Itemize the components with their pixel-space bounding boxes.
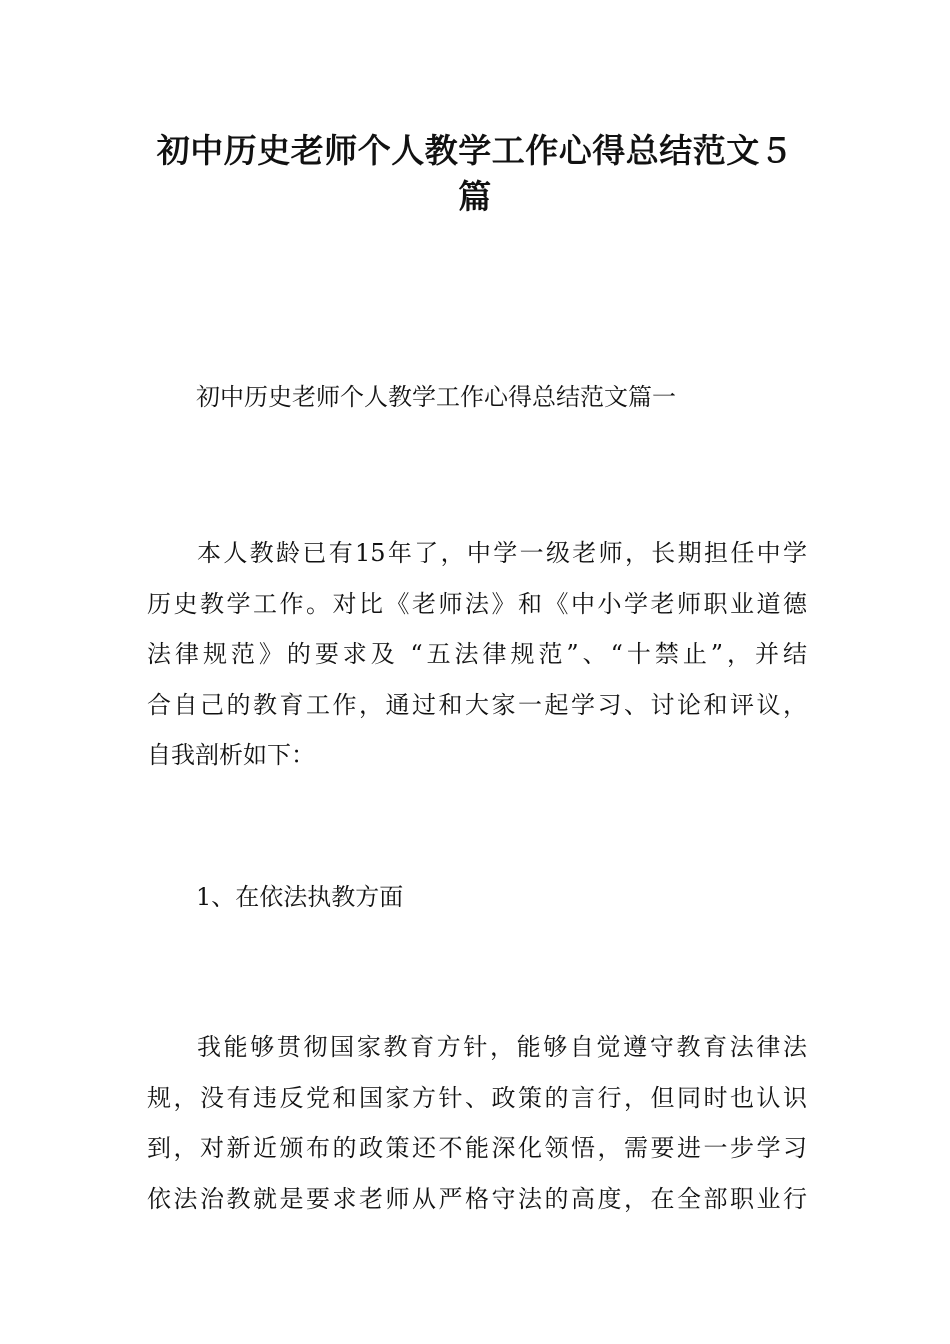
- paragraph-line: 历史教学工作。对比《老师法》和《中小学老师职业道德: [147, 589, 807, 618]
- sub-heading-law-teaching: 1、在依法执教方面: [196, 883, 404, 911]
- paragraph-self-intro: [147, 528, 807, 781]
- paragraph-line: 合自己的教育工作，通过和大家一起学习、讨论和评议，: [147, 690, 807, 719]
- paragraph-line: 依法治教就是要求老师从严格守法的高度，在全部职业行: [147, 1184, 807, 1213]
- paragraph-line: 我能够贯彻国家教育方针，能够自觉遵守教育法律法: [197, 1033, 807, 1061]
- title-line: 篇: [458, 177, 492, 216]
- paragraph-line: 本人教龄已有15年了，中学一级老师，长期担任中学: [197, 539, 807, 567]
- paragraph-line: 自我剖析如下：: [147, 741, 315, 769]
- document-title: [120, 128, 830, 220]
- title-line: 初中历史老师个人教学工作心得总结范文５: [156, 131, 794, 170]
- paragraph-law-teaching: [147, 1022, 807, 1224]
- paragraph-line: 法律规范》的要求及 “五法律规范”、“十禁止”，并结: [147, 640, 807, 668]
- paragraph-line: 到，对新近颁布的政策还不能深化领悟，需要进一步学习: [147, 1134, 807, 1162]
- section-heading: 初中历史老师个人教学工作心得总结范文篇一: [196, 383, 676, 411]
- paragraph-line: 规，没有违反党和国家方针、政策的言行，但同时也认识: [147, 1083, 807, 1112]
